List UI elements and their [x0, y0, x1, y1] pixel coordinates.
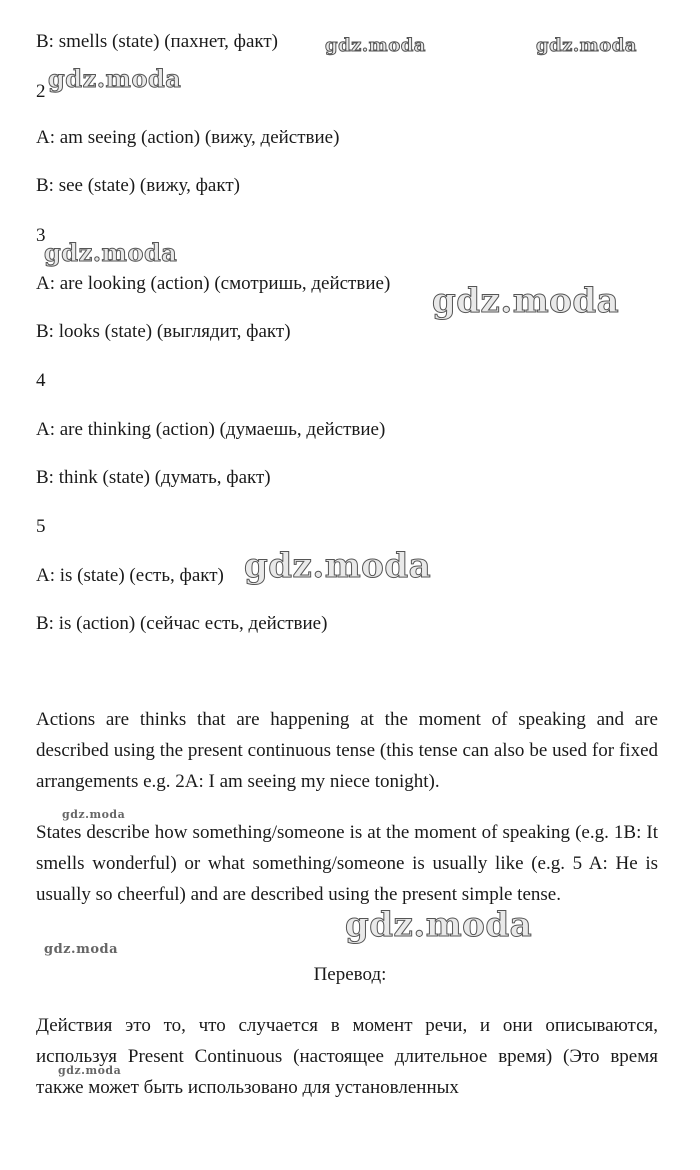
- answer-2b: B: see (state) (вижу, факт): [36, 175, 240, 196]
- watermark: gdz.moda: [44, 238, 178, 267]
- watermark: gdz.moda: [536, 35, 637, 56]
- answer-1b: B: smells (state) (пахнет, факт): [36, 31, 278, 52]
- item-number-2: 2: [36, 81, 46, 102]
- watermark: gdz.moda: [58, 1064, 122, 1077]
- answer-5a: A: is (state) (есть, факт): [36, 565, 224, 586]
- answer-3b: B: looks (state) (выглядит, факт): [36, 321, 291, 342]
- watermark: gdz.moda: [44, 942, 119, 957]
- watermark: gdz.moda: [62, 808, 126, 821]
- watermark: gdz.moda: [48, 64, 182, 93]
- answer-5b: B: is (action) (сейчас есть, действие): [36, 613, 328, 634]
- states-paragraph: States describe how something/someone is at the moment of speaking (e.g. 1B: It smells wonderful) or what something/someone is usually like (e.g. 5 A: He is usually so cheerful) and are described using the present simple tense.: [36, 822, 658, 905]
- answer-2a: A: am seeing (action) (вижу, действие): [36, 127, 340, 148]
- item-number-5: 5: [36, 516, 46, 537]
- watermark: gdz.moda: [432, 281, 620, 321]
- answer-3a: A: are looking (action) (смотришь, действие): [36, 273, 391, 294]
- watermark: gdz.moda: [345, 905, 533, 945]
- watermark: gdz.moda: [325, 35, 426, 56]
- actions-paragraph: Actions are thinks that are happening at the moment of speaking and are described using the present continuous tense (this tense can also be used for fixed arrangements e.g. 2A: I am seeing my niece tonight).: [36, 709, 658, 792]
- item-number-3: 3: [36, 225, 46, 246]
- watermark: gdz.moda: [244, 546, 432, 586]
- answer-4b: B: think (state) (думать, факт): [36, 467, 271, 488]
- item-number-4: 4: [36, 370, 46, 391]
- translation-heading: Перевод:: [313, 964, 387, 985]
- translation-paragraph: Действия это то, что случается в момент речи, и они описываются, используя Present Continuous (настоящее длительное время) (Это время также может быть использовано для установленных: [36, 1015, 658, 1098]
- answer-4a: A: are thinking (action) (думаешь, действие): [36, 419, 386, 440]
